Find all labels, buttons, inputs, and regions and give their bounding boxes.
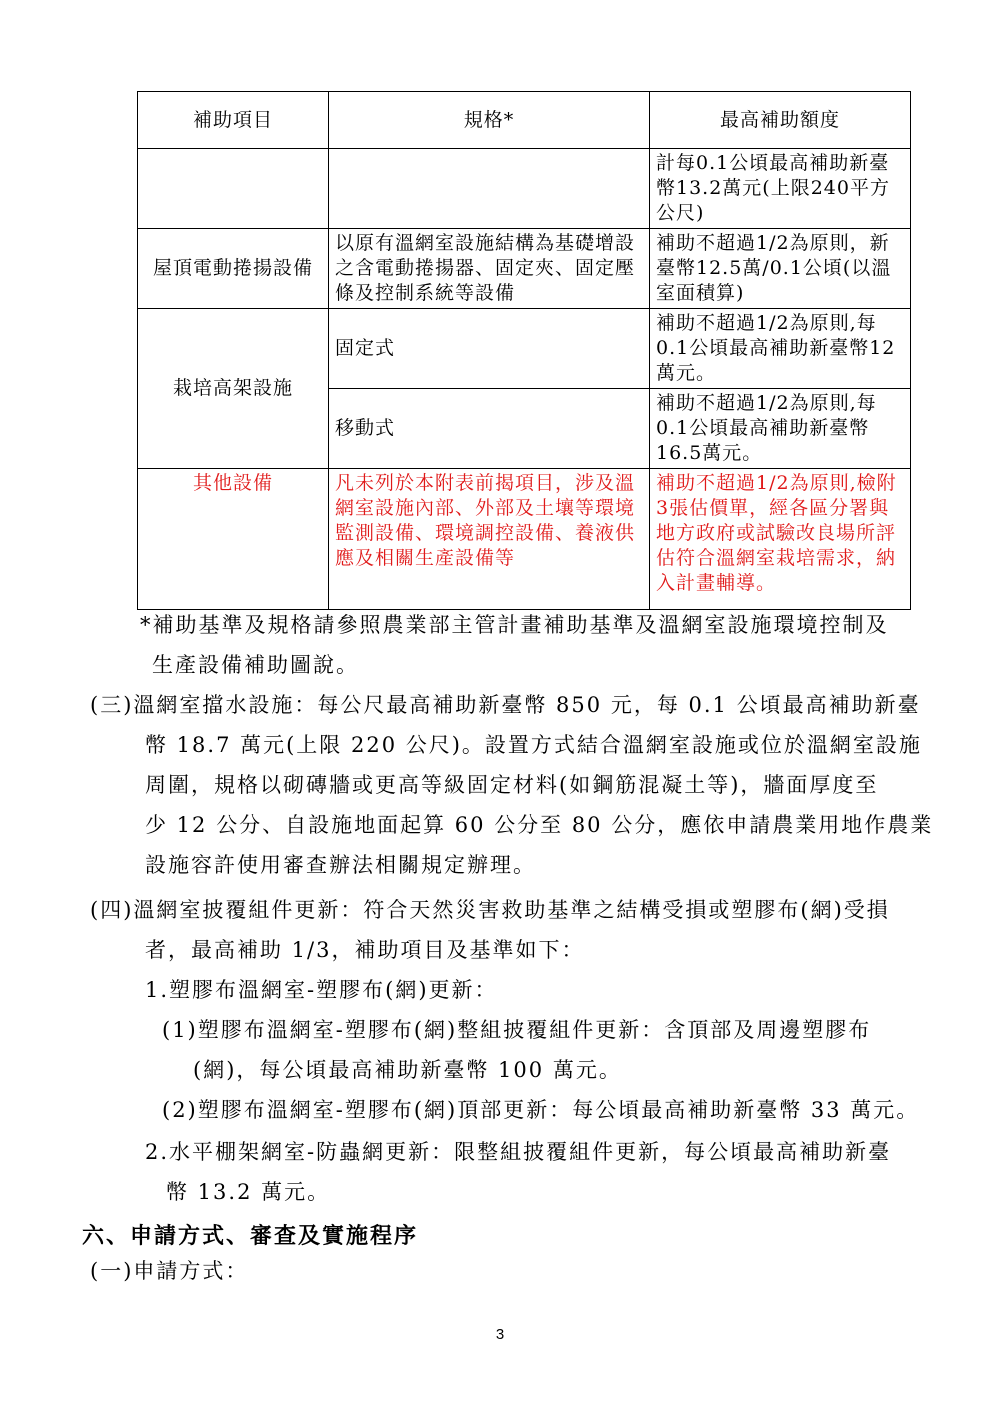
- cell-rooftop-spec: 以原有溫網室設施結構為基礎增設之含電動捲揚器、固定夾、固定壓條及控制系統等設備: [329, 229, 650, 309]
- table-row: [138, 229, 911, 309]
- cell-raised-item: 栽培高架設施: [138, 309, 329, 469]
- section3-line1: (三)溫網室擋水設施：每公尺最高補助新臺幣 850 元，每 0.1 公頃最高補助新臺: [90, 693, 921, 717]
- section6-heading: 六、申請方式、審查及實施程序: [82, 1224, 419, 1249]
- section3-line5: 設施容許使用審查辦法相關規定辦理。: [145, 853, 536, 877]
- section3-line3: 周圍，規格以砌磚牆或更高等級固定材料(如鋼筋混凝土等)，牆面厚度至: [145, 773, 879, 797]
- page-number: 3: [495, 1326, 505, 1343]
- table-row: [138, 469, 911, 610]
- section3-line2: 幣 18.7 萬元(上限 220 公尺)。設置方式結合溫網室設施或位於溫網室設施: [145, 733, 922, 757]
- cell-rooftop-item: 屋頂電動捲揚設備: [138, 229, 329, 309]
- section4-sub1-line2: (網)，每公頃最高補助新臺幣 100 萬元。: [193, 1058, 622, 1082]
- section4-sub1-line1: (1)塑膠布溫網室-塑膠布(網)整組披覆組件更新：含頂部及周邊塑膠布: [162, 1018, 872, 1042]
- header-item: 補助項目: [138, 92, 329, 149]
- cell-mobile-spec: 移動式: [329, 389, 650, 469]
- table-row: [138, 309, 911, 389]
- cell-continuation-amount: 計每0.1公頃最高補助新臺幣13.2萬元(上限240平方公尺): [650, 149, 911, 229]
- section4-intro-line2: 者，最高補助 1/3，補助項目及基準如下：: [145, 938, 585, 962]
- table-header-row: [138, 92, 911, 149]
- header-spec: 規格*: [329, 92, 650, 149]
- section4-sub2: (2)塑膠布溫網室-塑膠布(網)頂部更新：每公頃最高補助新臺幣 33 萬元。: [162, 1098, 920, 1122]
- cell-other-item: 其他設備: [138, 469, 329, 610]
- table-row: [138, 149, 911, 229]
- subsidy-table: [137, 91, 911, 610]
- cell-fixed-amount: 補助不超過1/2為原則,每0.1公頃最高補助新臺幣12萬元。: [650, 309, 911, 389]
- cell-fixed-spec: 固定式: [329, 309, 650, 389]
- cell-empty: [138, 149, 329, 229]
- cell-empty: [329, 149, 650, 229]
- section6-sub1: (一)申請方式：: [90, 1259, 249, 1283]
- table-note-line1: *補助基準及規格請參照農業部主管計畫補助基準及溫網室設施環境控制及: [140, 613, 889, 637]
- header-amount: 最高補助額度: [650, 92, 911, 149]
- section3-line4: 少 12 公分、自設施地面起算 60 公分至 80 公分，應依申請農業用地作農業: [145, 813, 934, 837]
- section4-item2-line2: 幣 13.2 萬元。: [166, 1180, 331, 1204]
- cell-other-spec: 凡未列於本附表前揭項目，涉及溫網室設施內部、外部及土壤等環境監測設備、環境調控設備、養液供應及相關生產設備等: [329, 469, 650, 610]
- cell-mobile-amount: 補助不超過1/2為原則,每0.1公頃最高補助新臺幣16.5萬元。: [650, 389, 911, 469]
- cell-other-amount: 補助不超過1/2為原則,檢附3張估價單，經各區分署與地方政府或試驗改良場所評估符合溫網室栽培需求，納入計畫輔導。: [650, 469, 911, 610]
- section4-item2-line1: 2.水平棚架網室-防蟲網更新：限整組披覆組件更新，每公頃最高補助新臺: [145, 1140, 892, 1164]
- section4-item1: 1.塑膠布溫網室-塑膠布(網)更新：: [145, 978, 498, 1002]
- section4-intro-line1: (四)溫網室披覆組件更新：符合天然災害救助基準之結構受損或塑膠布(網)受損: [90, 898, 890, 922]
- cell-rooftop-amount: 補助不超過1/2為原則，新臺幣12.5萬/0.1公頃(以溫室面積算): [650, 229, 911, 309]
- table-note-line2: 生產設備補助圖說。: [152, 653, 359, 677]
